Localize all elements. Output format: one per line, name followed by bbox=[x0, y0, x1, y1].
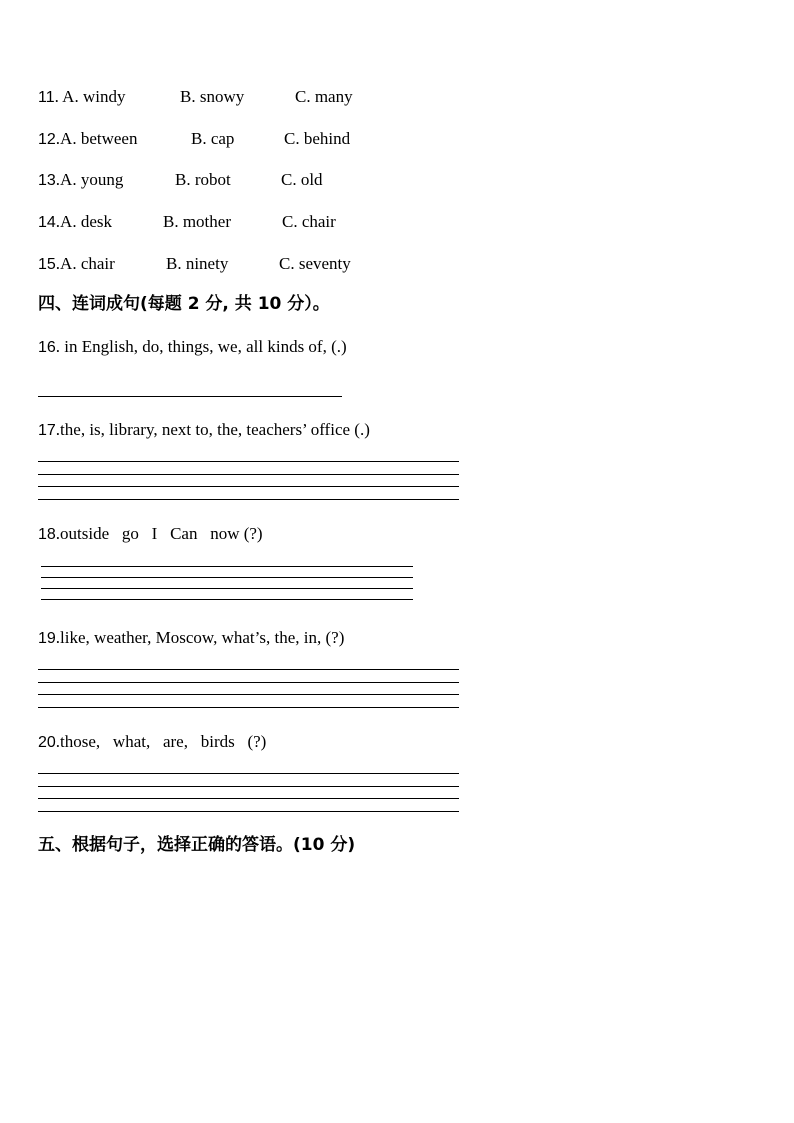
option-a: . A. windy bbox=[54, 87, 126, 106]
question-number: 19 bbox=[38, 630, 56, 647]
question-18 bbox=[38, 524, 263, 545]
option-b: B. ninety bbox=[166, 254, 229, 273]
option-c: C. chair bbox=[282, 212, 336, 231]
option-c: C. behind bbox=[284, 129, 351, 148]
question-19 bbox=[38, 628, 344, 649]
question-number: 17 bbox=[38, 422, 56, 439]
question-number: 20 bbox=[38, 734, 56, 751]
answer-line[interactable] bbox=[38, 694, 459, 695]
answer-line[interactable] bbox=[41, 577, 413, 578]
choice-row-13 bbox=[38, 170, 323, 191]
answer-line[interactable] bbox=[41, 588, 413, 589]
option-c: C. seventy bbox=[279, 254, 351, 273]
answer-line[interactable] bbox=[38, 669, 459, 670]
question-text: .like, weather, Moscow, what’s, the, in, (?) bbox=[55, 628, 345, 647]
option-c: C. old bbox=[281, 170, 323, 189]
choice-row-11 bbox=[38, 87, 353, 108]
item-number: 15 bbox=[38, 256, 56, 273]
answer-line[interactable] bbox=[38, 486, 459, 487]
item-number: 13 bbox=[38, 172, 56, 189]
item-number: 14 bbox=[38, 214, 56, 231]
answer-line[interactable] bbox=[38, 786, 459, 787]
answer-line[interactable] bbox=[41, 599, 413, 600]
question-16 bbox=[38, 337, 347, 358]
option-b: B. mother bbox=[163, 212, 231, 231]
answer-line[interactable] bbox=[38, 682, 459, 683]
option-b: B. snowy bbox=[180, 87, 245, 106]
section-4-heading: 四、连词成句(每题 2 分, 共 10 分）。 bbox=[38, 294, 330, 314]
answer-line[interactable] bbox=[38, 396, 342, 397]
question-text: .those, what, are, birds (?) bbox=[55, 732, 267, 751]
item-number: 12 bbox=[38, 131, 56, 148]
answer-line[interactable] bbox=[38, 499, 459, 500]
option-a: .A. desk bbox=[55, 212, 112, 231]
section-5-heading: 五、根据句子，选择正确的答语。(10 分) bbox=[38, 835, 356, 855]
option-b: B. robot bbox=[175, 170, 231, 189]
question-17 bbox=[38, 420, 370, 441]
answer-line[interactable] bbox=[38, 773, 459, 774]
question-number: 16 bbox=[38, 339, 56, 356]
option-a: .A. between bbox=[55, 129, 138, 148]
question-text: . in English, do, things, we, all kinds of, (.) bbox=[55, 337, 347, 356]
question-text: .the, is, library, next to, the, teachers’ office (.) bbox=[55, 420, 370, 439]
answer-line[interactable] bbox=[38, 461, 459, 462]
choice-row-14 bbox=[38, 212, 336, 233]
option-a: .A. chair bbox=[55, 254, 115, 273]
question-number: 18 bbox=[38, 526, 56, 543]
question-20 bbox=[38, 732, 266, 753]
item-number: 11 bbox=[38, 89, 55, 106]
answer-line[interactable] bbox=[41, 566, 413, 567]
option-a: .A. young bbox=[55, 170, 124, 189]
option-b: B. cap bbox=[191, 129, 235, 148]
answer-line[interactable] bbox=[38, 798, 459, 799]
choice-row-12 bbox=[38, 129, 351, 150]
answer-line[interactable] bbox=[38, 474, 459, 475]
answer-line[interactable] bbox=[38, 811, 459, 812]
choice-row-15 bbox=[38, 254, 351, 275]
question-text: .outside go I Can now (?) bbox=[55, 524, 263, 543]
option-c: C. many bbox=[295, 87, 353, 106]
answer-line[interactable] bbox=[38, 707, 459, 708]
